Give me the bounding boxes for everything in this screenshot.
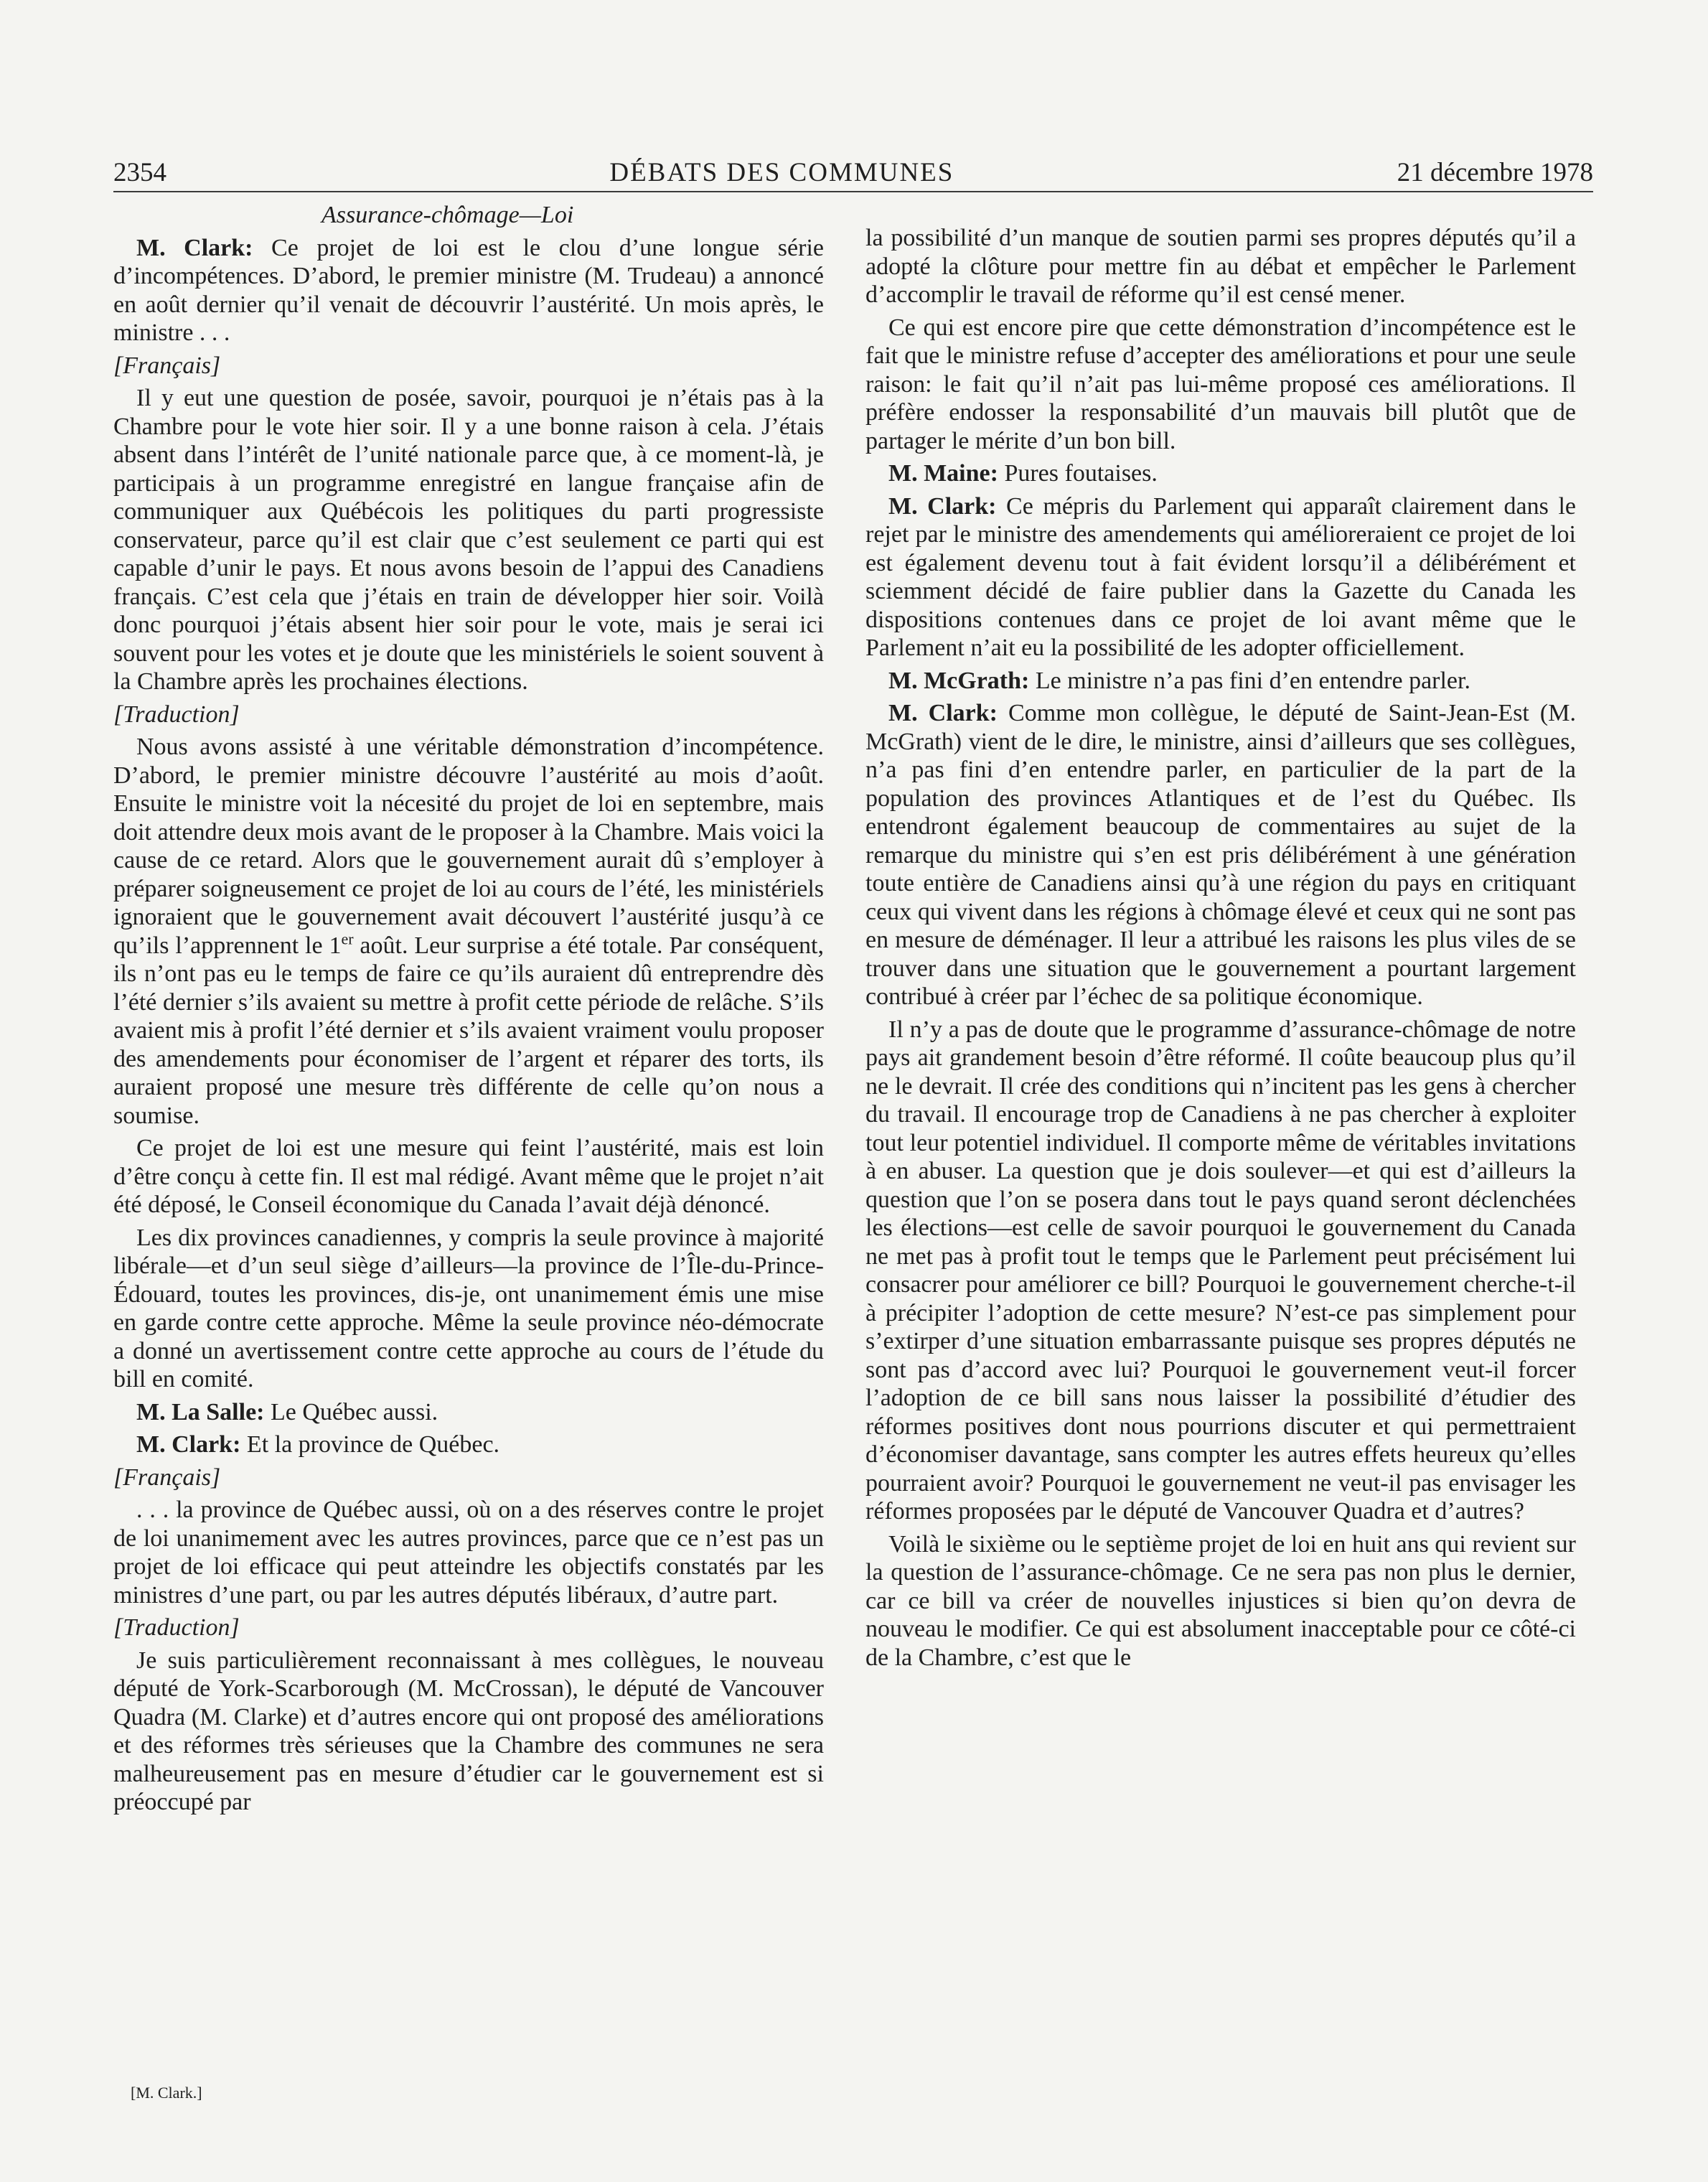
paragraph xyxy=(113,1398,824,1427)
speaker-name: M. Clark: xyxy=(888,700,998,726)
page-header xyxy=(113,159,1593,186)
paragraph: Ce projet de loi est une mesure qui feint l’austérité, mais est loin d’être conçu à cette fin. Il est mal rédigé. Avant même que le projet n’ait été déposé, le Conseil économique du Canada l’avait déjà dénoncé. xyxy=(113,1135,824,1218)
speech-text: août. Leur surprise a été totale. Par conséquent, ils n’ont pas eu le temps de faire ce qu’ils auraient dû entreprendre dès l’été dernier s’ils avaient su mettre à profit cette période de relâche. S’ils avaient mis à profit l’été dernier et s’ils avaient vraiment voulu proposer des amendements pour économiser de l’argent et réparer des torts, ils auraient proposé une mesure très différente de celle qu’on nous a soumise. xyxy=(113,932,825,1129)
publication-title: DÉBATS DES COMMUNES xyxy=(609,158,954,187)
language-marker: [Traduction] xyxy=(113,1614,240,1641)
language-marker: [Français] xyxy=(113,352,221,379)
paragraph: . . . la province de Québec aussi, où on a des réserves contre le projet de loi unanimement avec les autres provinces, parce que ce n’est pas un projet de loi efficace qui peut atteindre les objectifs constatés par les ministres d’une part, ou par les autres députés libéraux, d’autre part. xyxy=(113,1497,824,1609)
paragraph: Il n’y a pas de doute que le programme d’assurance-chômage de notre pays ait grandement besoin d’être réformé. Il coûte beaucoup plus qu’il ne le devrait. Il crée des conditions qui n’incitent pas les gens à chercher du travail. Il encourage trop de Canadiens à ne pas chercher à exploiter tout leur potentiel individuel. Il comporte même de véritables invitations à en abuser. La question que je dois soulever—et qui est d’ailleurs la question que l’on se posera dans tout le pays quand seront déclenchées les élections—est celle de savoir pourquoi le gouvernement du Canada ne met pas à profit tout le temps que le Parlement peut précisément lui consacrer pour améliorer ce bill? Pourquoi le gouvernement cherche-t-il à précipiter l’adoption de cette mesure? N’est-ce pas simplement pour s’extirper d’une situation embarrassante puisque ses propres députés ne sont pas d’accord avec lui? Pourquoi le gouvernement veut-il forcer l’adoption de ce bill sans nous laisser la possibilité d’étudier des réformes positives dont nous pourrions discuter et qui permettraient d’économiser davantage, sans compter les autres effets heureux qu’elles pourraient avoir? Pourquoi le gouvernement ne veut-il pas envisager les réformes proposées par le député de Vancouver Quadra et d’autres? xyxy=(865,1016,1576,1525)
speaker-name: M. La Salle: xyxy=(136,1398,265,1425)
paragraph: Les dix provinces canadiennes, y compris la seule province à majorité libérale—et d’un seul siège d’ailleurs—la province de l’Île-du-Prince-Édouard, toutes les provinces, dis-je, ont unanimement émis une mise en garde contre cette approche. Même la seule province néo-démocrate a donné un avertissement contre cette approche au cours de l’étude du bill en comité. xyxy=(113,1224,824,1392)
language-marker: [Français] xyxy=(113,1464,221,1491)
page-date: 21 décembre 1978 xyxy=(1397,158,1593,187)
speaker-footnote: [M. Clark.] xyxy=(131,2084,202,2102)
paragraph xyxy=(113,234,824,347)
speaker-name: M. Clark: xyxy=(136,234,253,261)
language-marker: [Traduction] xyxy=(113,701,240,728)
paragraph: Voilà le sixième ou le septième projet de loi en huit ans qui revient sur la question de l’assurance-chômage. Ce ne sera pas non plus le dernier, car ce bill va créer de nouvelles injustices si bien qu’on devra de nouveau le modifier. Ce qui est absolument inacceptable pour ce côté-ci de la Chambre, c’est que le xyxy=(865,1530,1576,1671)
speaker-name: M. Maine: xyxy=(888,460,998,487)
left-column xyxy=(113,201,824,1821)
paragraph: Il y eut une question de posée, savoir, pourquoi je n’étais pas à la Chambre pour le vote hier soir. Il y a une bonne raison à cela. J’étais absent dans l’intérêt de l’unité nationale parce que, à ce moment-là, je participais à un programme enregistré en langue française afin de communiquer aux Québécois les politiques du parti progressiste conservateur, parce qu’il est clair que c’est seulement ce parti qui est capable d’unir le pays. Et nous avons besoin de l’appui des Canadiens français. C’est cela que j’étais en train de développer hier soir. Voilà donc pourquoi j’étais absent hier soir pour le vote, mais je serai ici souvent pour les votes et je doute que les ministériels le soient souvent à la Chambre après les prochaines élections. xyxy=(113,385,824,695)
speaker-name: M. McGrath: xyxy=(888,667,1030,694)
speech-text: Ce mépris du Parlement qui apparaît clairement dans le rejet par le ministre des amendements qui amélioreraient ce projet de loi est également devenu tout à fait évident lorsqu’il a délibérément et sciemment décidé de faire publier dans la Gazette du Canada les dispositions contenues dans ce projet de loi avant même que le Parlement n’ait eu la possibilité de les adopter officiellement. xyxy=(865,492,1576,661)
paragraph xyxy=(865,492,1576,662)
speech-text: Ce projet de loi est le clou d’une longue série d’incompétences. D’abord, le premier ministre (M. Trudeau) a annoncé en août dernier qu’il venait de découvrir l’austérité. Un mois après, le ministre . . . xyxy=(113,234,824,346)
speaker-name: M. Clark: xyxy=(136,1431,241,1458)
paragraph xyxy=(113,1431,824,1459)
paragraph xyxy=(865,667,1576,696)
speech-text: Le ministre n’a pas fini d’en entendre parler. xyxy=(1029,667,1470,694)
superscript: er xyxy=(341,930,354,948)
header-rule xyxy=(113,191,1593,192)
page-number: 2354 xyxy=(113,158,166,187)
right-column xyxy=(865,224,1576,1676)
speech-text: Le Québec aussi. xyxy=(264,1398,438,1425)
paragraph xyxy=(865,699,1576,1011)
paragraph: la possibilité d’un manque de soutien parmi ses propres députés qu’il a adopté la clôture pour mettre fin au débat et empêcher le Parlement d’accomplir le travail de réforme qu’il est censé mener. xyxy=(865,225,1576,308)
paragraph xyxy=(113,733,824,1130)
paragraph: Ce qui est encore pire que cette démonstration d’incompétence est le fait que le ministre refuse d’accepter des améliorations et pour une seule raison: le fait qu’il n’ait pas lui-même proposé ces améliorations. Il préfère endosser la responsabilité d’un mauvais bill plutôt que de partager le mérite d’un bon bill. xyxy=(865,314,1576,454)
subject-heading: Assurance-chômage—Loi xyxy=(322,202,574,228)
paragraph xyxy=(865,459,1576,488)
paragraph: Je suis particulièrement reconnaissant à mes collègues, le nouveau député de York-Scarborough (M. McCrossan), le député de Vancouver Quadra (M. Clarke) et d’autres encore qui ont proposé des améliorations et des réformes très sérieuses que la Chambre des communes ne sera malheureusement pas en mesure d’étudier car le gouvernement est si préoccupé par xyxy=(113,1647,824,1815)
speech-text: Comme mon collègue, le député de Saint-Jean-Est (M. McGrath) vient de le dire, le ministre, ainsi d’ailleurs que ses collègues, n’a pas fini d’en entendre parler, en particulier de la part de la population des provinces Atlantiques et de l’est du Québec. Ils entendront également beaucoup de commentaires au sujet de la remarque du ministre qui s’en est pris délibérément à une génération toute entière de Canadiens ainsi qu’à une région du pays en critiquant ceux qui vivent dans les régions à chômage élevé et ceux qui ne sont pas en mesure de déménager. Il leur a attribué les raisons les plus viles de se trouver dans une situation que le gouvernement a pourtant largement contribué à créer par l’échec de sa politique économique. xyxy=(865,700,1576,1010)
speaker-name: M. Clark: xyxy=(888,492,997,520)
speech-text: Et la province de Québec. xyxy=(240,1431,500,1458)
speech-text: Pures foutaises. xyxy=(998,460,1158,487)
speech-text: Nous avons assisté à une véritable démonstration d’incompétence. D’abord, le premier ministre découvre l’austérité au mois d’août. Ensuite le ministre voit la nécesité du projet de loi en septembre, mais doit attendre deux mois avant de le proposer à la Chambre. Mais voici la cause de ce retard. Alors que le gouvernement aurait dû s’employer à préparer soigneusement ce projet de loi au cours de l’été, les ministériels ignoraient que le gouvernement avait découvert l’austérité jusqu’à ce qu’ils l’apprennent le 1 xyxy=(113,734,824,959)
